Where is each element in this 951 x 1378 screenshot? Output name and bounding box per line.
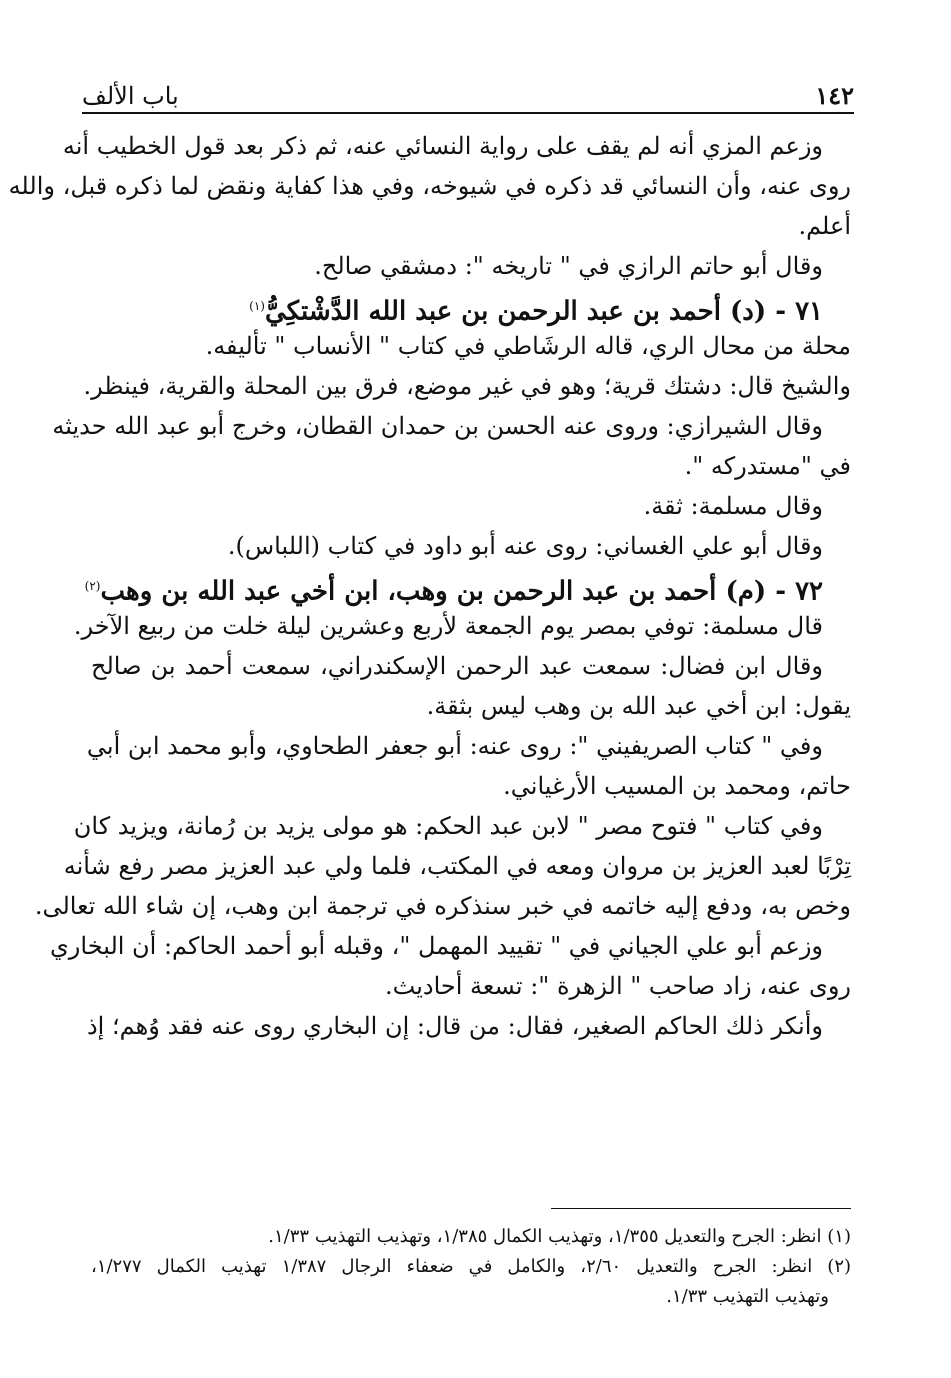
text-line: وزعم المزي أنه لم يقف على رواية النسائي عنه، ثم ذكر بعد قول الخطيب أنه [62, 132, 823, 160]
footnote-2: (٢) انظر: الجرح والتعديل ٢/٦٠، والكامل في ضعفاء الرجال ١/٣٨٧ تهذيب الكمال ١/٢٧٧، [91, 1256, 852, 1277]
text-line: روى عنه، زاد صاحب " الزهرة ": تسعة أحاديث. [385, 972, 851, 1000]
text-line: وفي " كتاب الصريفيني ": روى عنه: أبو جعفر الطحاوي، وأبو محمد ابن أبي [86, 732, 823, 760]
footnote-2-continued: وتهذيب التهذيب ١/٣٣. [666, 1286, 829, 1307]
text-line: والشيخ قال: دشتك قرية؛ وهو في غير موضع، فرق بين المحلة والقرية، فينظر. [83, 372, 851, 400]
text-line: في "مستدركه ". [684, 452, 851, 480]
entry-heading-72 [84, 566, 851, 607]
text-line: وقال الشيرازي: وروى عنه الحسن بن حمدان القطان، وخرج أبو عبد الله حديثه [52, 412, 823, 440]
text-line: قال مسلمة: توفي بمصر يوم الجمعة لأربع وعشرين ليلة خلت من ربيع الآخر. [73, 612, 823, 640]
entry-heading-71 [91, 286, 851, 326]
text-line: روى عنه، وأن النسائي قد ذكره في شيوخه، وفي هذا كفاية ونقض لما ذكره قبل، والله [8, 172, 851, 200]
page-number: ١٤٢ [815, 81, 854, 110]
footnotes [91, 1222, 851, 1312]
text-line: وقال ابن فضال: سمعت عبد الرحمن الإسكندراني، سمعت أحمد بن صالح [91, 652, 823, 680]
text-line: وأنكر ذلك الحاكم الصغير، فقال: من قال: إن البخاري روى عنه فقد وُهم؛ إذ [86, 1012, 823, 1040]
text-line: وقال أبو علي الغساني: روى عنه أبو داود في كتاب (اللباس). [227, 532, 823, 560]
text-line: وخص به، ودفع إليه خاتمه في خبر سنذكره في ترجمة ابن وهب، إن شاء الله تعالى. [34, 892, 851, 920]
main-text [8, 126, 851, 1046]
text-line: محلة من محال الري، قاله الرشَاطي في كتاب " الأنساب " تأليفه. [205, 332, 851, 360]
footnote-1: (١) انظر: الجرح والتعديل ١/٣٥٥، وتهذيب الكمال ١/٣٨٥، وتهذيب التهذيب ١/٣٣. [268, 1226, 851, 1247]
text-line: يقول: ابن أخي عبد الله بن وهب ليس بثقة. [426, 692, 851, 720]
entry-heading-text: ٧٢ - (م) أحمد بن عبد الرحمن بن وهب، ابن أخي عبد الله بن وهب [100, 576, 823, 607]
text-line: وقال مسلمة: ثقة. [643, 492, 823, 520]
footnote-ref-2: (٢) [84, 579, 101, 593]
footnote-separator [551, 1208, 851, 1209]
text-line: وقال أبو حاتم الرازي في " تاريخه ": دمشقي صالح. [314, 252, 823, 280]
text-line: أعلم. [798, 212, 851, 240]
chapter-title: باب الألف [82, 82, 179, 110]
text-line: حاتم، ومحمد بن المسيب الأرغياني. [503, 772, 851, 800]
page-header [82, 78, 854, 114]
text-line: وزعم أبو علي الجياني في " تقييد المهمل "، وقبله أبو أحمد الحاكم: أن البخاري [50, 932, 823, 960]
text-line: تِرْبًا لعبد العزيز بن مروان ومعه في المكتب، فلما ولي عبد العزيز مصر رفع شأنه [63, 852, 851, 880]
entry-heading-text: ٧١ - (د) أحمد بن عبد الرحمن بن عبد الله الدَّشْتكِيُّ [264, 296, 823, 327]
footnote-ref-1: (١) [249, 299, 265, 313]
text-line: وفي كتاب " فتوح مصر " لابن عبد الحكم: هو مولى يزيد بن رُمانة، ويزيد كان [73, 812, 823, 840]
